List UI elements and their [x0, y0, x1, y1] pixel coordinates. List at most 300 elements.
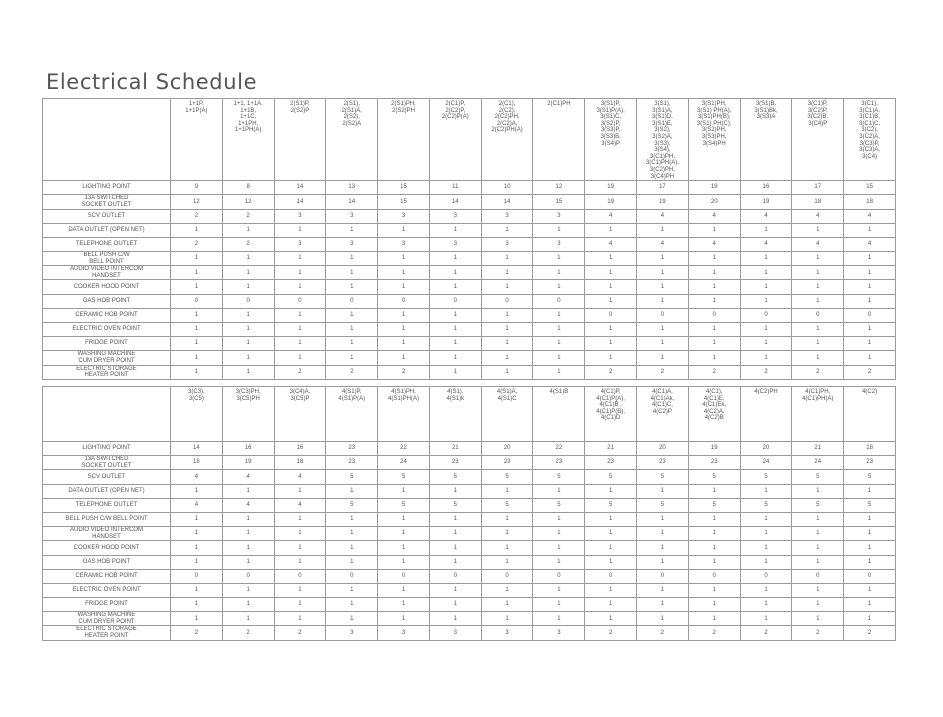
table-cell: 1 [429, 612, 481, 626]
table-cell: 2 [274, 365, 326, 379]
row-label: 13A SWITCHED SOCKET OUTLET [43, 195, 171, 209]
table-row [43, 266, 896, 280]
row-label: DATA OUTLET (OPEN NET) [43, 484, 171, 498]
table-cell: 10 [481, 181, 533, 195]
column-header: 3(C3)PH, 3(C5)PH [222, 387, 274, 442]
table-cell: 1 [274, 555, 326, 569]
table-row [43, 351, 896, 365]
table-cell: 1 [378, 527, 430, 541]
table-cell: 5 [688, 498, 740, 512]
table-cell: 1 [844, 280, 896, 294]
table-cell: 1 [326, 555, 378, 569]
table-cell: 1 [429, 308, 481, 322]
table-cell: 4 [637, 237, 689, 251]
column-header: 3(S1)PH, 3(S1) PH(A), 3(S1)PH(B), 3(S1) PH(C), 3(S2)PH, 3(S3)PH, 3(S4)PH [688, 99, 740, 181]
table-cell: 1 [481, 365, 533, 379]
table-cell: 1 [274, 612, 326, 626]
column-header: 4(S1)PH, 4(S1)PH(A) [378, 387, 430, 442]
table-cell: 5 [637, 498, 689, 512]
table-cell: 21 [585, 442, 637, 456]
table-cell: 1 [740, 512, 792, 526]
table-cell: 21 [792, 442, 844, 456]
table-cell: 1 [274, 527, 326, 541]
table-cell: 2 [792, 626, 844, 640]
row-label: COOKER HOOD POINT [43, 541, 171, 555]
table-cell: 1 [533, 351, 585, 365]
row-label: COOKER HOOD POINT [43, 280, 171, 294]
table-cell: 1 [792, 337, 844, 351]
table-cell: 1 [637, 323, 689, 337]
table-cell: 0 [429, 294, 481, 308]
table-cell: 1 [429, 527, 481, 541]
table-cell: 4 [792, 237, 844, 251]
table-cell: 1 [740, 337, 792, 351]
table-cell: 2 [688, 365, 740, 379]
table-cell: 5 [740, 470, 792, 484]
table-cell: 1 [429, 555, 481, 569]
table-cell: 22 [533, 442, 585, 456]
table-cell: 0 [740, 308, 792, 322]
table-cell: 1 [844, 484, 896, 498]
table-cell: 1 [637, 337, 689, 351]
table-cell: 1 [481, 555, 533, 569]
table-cell: 1 [637, 252, 689, 266]
table-cell: 1 [585, 351, 637, 365]
table-cell: 1 [688, 583, 740, 597]
row-label: ELECTRIC OVEN POINT [43, 583, 171, 597]
table-cell: 14 [429, 195, 481, 209]
table-cell: 1 [326, 252, 378, 266]
table-cell: 1 [429, 512, 481, 526]
table-cell: 14 [481, 195, 533, 209]
table-cell: 0 [844, 569, 896, 583]
row-label: LIGHTING POINT [43, 442, 171, 456]
table-row [43, 195, 896, 209]
table-cell: 1 [844, 337, 896, 351]
table-cell: 2 [222, 237, 274, 251]
table-cell: 18 [274, 456, 326, 470]
table-cell: 1 [792, 294, 844, 308]
table-cell: 0 [637, 569, 689, 583]
table-cell: 0 [481, 569, 533, 583]
column-header: 4(C2)PH [740, 387, 792, 442]
table-cell: 4 [740, 237, 792, 251]
table-cell: 1 [844, 555, 896, 569]
table-cell: 3 [481, 626, 533, 640]
table-row [43, 512, 896, 526]
table-cell: 1 [222, 351, 274, 365]
table-cell: 5 [533, 470, 585, 484]
table-cell: 1 [688, 223, 740, 237]
table-cell: 4 [740, 209, 792, 223]
table-cell: 1 [844, 323, 896, 337]
table-cell: 1 [429, 484, 481, 498]
table-cell: 2 [585, 626, 637, 640]
table-cell: 1 [792, 598, 844, 612]
table-cell: 1 [844, 527, 896, 541]
table-cell: 3 [378, 626, 430, 640]
column-header: 2(S1)P, 2(S2)P [274, 99, 326, 181]
column-header: 3(S1)B, 3(S1)Bk, 3(S3)A [740, 99, 792, 181]
table-cell: 1 [585, 527, 637, 541]
table-row [43, 223, 896, 237]
table-cell: 2 [844, 365, 896, 379]
table-cell: 1 [222, 527, 274, 541]
table-cell: 2 [740, 626, 792, 640]
row-label: ELECTRIC OVEN POINT [43, 323, 171, 337]
column-header: 4(C1)PH, 4(C1)PH(A) [792, 387, 844, 442]
table-cell: 1 [274, 323, 326, 337]
table-cell: 1 [844, 612, 896, 626]
table-cell: 24 [792, 456, 844, 470]
table-cell: 1 [171, 512, 223, 526]
table-cell: 4 [222, 470, 274, 484]
table-cell: 1 [740, 541, 792, 555]
table-cell: 0 [844, 308, 896, 322]
table-cell: 1 [533, 223, 585, 237]
table-cell: 5 [481, 470, 533, 484]
table-cell: 0 [326, 569, 378, 583]
table-cell: 1 [274, 223, 326, 237]
table-cell: 2 [740, 365, 792, 379]
table-cell: 1 [844, 541, 896, 555]
table-cell: 19 [688, 181, 740, 195]
table-cell: 1 [637, 541, 689, 555]
table-cell: 1 [481, 351, 533, 365]
table-cell: 5 [585, 498, 637, 512]
table-cell: 0 [274, 569, 326, 583]
column-header: 2(C1)PH [533, 99, 585, 181]
table-cell: 0 [792, 308, 844, 322]
table-cell: 1 [171, 223, 223, 237]
table-cell: 1 [326, 583, 378, 597]
table-cell: 1 [844, 351, 896, 365]
table-cell: 1 [481, 598, 533, 612]
table-cell: 0 [533, 569, 585, 583]
table-cell: 1 [585, 266, 637, 280]
table-cell: 1 [378, 223, 430, 237]
table-cell: 1 [326, 541, 378, 555]
table-cell: 0 [378, 294, 430, 308]
table-cell: 1 [533, 484, 585, 498]
table-cell: 17 [637, 181, 689, 195]
table-cell: 2 [844, 626, 896, 640]
table-cell: 1 [637, 598, 689, 612]
table-cell: 1 [637, 527, 689, 541]
table-row [43, 237, 896, 251]
table-cell: 1 [222, 555, 274, 569]
table-cell: 1 [585, 598, 637, 612]
column-header: 3(C1)P, 3(C2)P, 3(C2)B, 3(C4)P [792, 99, 844, 181]
table-cell: 23 [688, 456, 740, 470]
table-cell: 20 [688, 195, 740, 209]
table-cell: 20 [481, 442, 533, 456]
table-cell: 16 [222, 442, 274, 456]
column-header: 4(C1)A, 4(C1)Ak, 4(C1)C, 4(C2)P [637, 387, 689, 442]
schedule-table-1 [42, 98, 896, 380]
table-cell: 3 [274, 237, 326, 251]
table-cell: 2 [378, 365, 430, 379]
table-cell: 1 [740, 252, 792, 266]
table-row [43, 583, 896, 597]
table-cell: 1 [688, 351, 740, 365]
column-header: 2(C1), 2(C2), 2(C2)PH, 2(C2)A, 2(C2)PH(A) [481, 99, 533, 181]
table-cell: 1 [533, 527, 585, 541]
table-cell: 1 [792, 484, 844, 498]
table-cell: 2 [688, 626, 740, 640]
table-cell: 18 [844, 195, 896, 209]
table-cell: 1 [688, 612, 740, 626]
table-cell: 1 [637, 294, 689, 308]
table-cell: 1 [171, 583, 223, 597]
table-cell: 4 [171, 498, 223, 512]
table-cell: 1 [792, 612, 844, 626]
table-cell: 3 [429, 209, 481, 223]
table-cell: 1 [637, 484, 689, 498]
table-cell: 3 [533, 237, 585, 251]
table-row [43, 555, 896, 569]
table-cell: 1 [585, 294, 637, 308]
table-cell: 1 [171, 337, 223, 351]
table-cell: 1 [429, 541, 481, 555]
table-cell: 2 [171, 209, 223, 223]
table-cell: 1 [481, 323, 533, 337]
table-cell: 1 [222, 337, 274, 351]
table-cell: 1 [222, 583, 274, 597]
table-cell: 1 [171, 266, 223, 280]
table-cell: 9 [171, 181, 223, 195]
table-cell: 5 [637, 470, 689, 484]
table-cell: 1 [378, 484, 430, 498]
row-label: GAS HOB POINT [43, 555, 171, 569]
table-cell: 1 [688, 484, 740, 498]
table-row [43, 209, 896, 223]
table-cell: 14 [274, 181, 326, 195]
table-cell: 4 [585, 237, 637, 251]
table-cell: 1 [274, 583, 326, 597]
table-cell: 1 [429, 351, 481, 365]
table-row [43, 598, 896, 612]
table-cell: 1 [378, 308, 430, 322]
table-cell: 1 [688, 266, 740, 280]
table-cell: 1 [274, 308, 326, 322]
table-cell: 15 [533, 195, 585, 209]
table-row [43, 541, 896, 555]
table-cell: 15 [378, 181, 430, 195]
table-cell: 5 [844, 470, 896, 484]
table-cell: 19 [688, 442, 740, 456]
table-cell: 1 [481, 337, 533, 351]
table-cell: 4 [637, 209, 689, 223]
table-cell: 1 [274, 337, 326, 351]
table-cell: 1 [792, 252, 844, 266]
table-cell: 1 [222, 266, 274, 280]
table-cell: 1 [688, 512, 740, 526]
table-cell: 1 [326, 598, 378, 612]
table-cell: 4 [844, 237, 896, 251]
table-cell: 17 [792, 181, 844, 195]
table-cell: 1 [378, 266, 430, 280]
table-cell: 3 [481, 209, 533, 223]
table-row [43, 498, 896, 512]
table-cell: 3 [378, 237, 430, 251]
column-header: 2(S1)PH, 2(S2)PH [378, 99, 430, 181]
table-cell: 1 [378, 583, 430, 597]
table-cell: 1 [844, 294, 896, 308]
table-cell: 1 [688, 280, 740, 294]
table-cell: 1 [688, 527, 740, 541]
page-title: Electrical Schedule [46, 70, 258, 94]
table-cell: 1 [792, 323, 844, 337]
table-cell: 24 [740, 456, 792, 470]
table-cell: 0 [378, 569, 430, 583]
table-cell: 1 [481, 541, 533, 555]
table-cell: 1 [429, 223, 481, 237]
table-cell: 1 [585, 541, 637, 555]
table-cell: 16 [274, 442, 326, 456]
table-cell: 1 [429, 365, 481, 379]
column-header: 4(C1)P, 4(C1)P(A), 4(C1)B , 4(C1)P(B), 4(C1)D [585, 387, 637, 442]
table-cell: 5 [792, 470, 844, 484]
column-header: 3(C3), 3(C5) [171, 387, 223, 442]
table-cell: 2 [585, 365, 637, 379]
table-cell: 1 [585, 512, 637, 526]
table-cell: 1 [637, 555, 689, 569]
table-cell: 18 [171, 456, 223, 470]
table-cell: 1 [688, 555, 740, 569]
row-label: BELL PUSH C/W BELL POINT [43, 252, 171, 266]
table-cell: 1 [637, 280, 689, 294]
table-cell: 4 [585, 209, 637, 223]
table-cell: 1 [481, 223, 533, 237]
table-cell: 2 [222, 209, 274, 223]
table-cell: 1 [740, 223, 792, 237]
table-row [43, 527, 896, 541]
table-cell: 1 [274, 541, 326, 555]
table-cell: 0 [533, 294, 585, 308]
row-label: GAS HOB POINT [43, 294, 171, 308]
table-row [43, 323, 896, 337]
table-cell: 1 [740, 555, 792, 569]
table-cell: 1 [326, 512, 378, 526]
table-cell: 0 [585, 308, 637, 322]
table-cell: 4 [222, 498, 274, 512]
table-cell: 1 [171, 541, 223, 555]
row-label: AUDIO VIDEO INTERCOM HANDSET [43, 527, 171, 541]
table-cell: 1 [429, 337, 481, 351]
table-cell: 3 [481, 237, 533, 251]
table-cell: 1 [792, 223, 844, 237]
table-cell: 3 [429, 237, 481, 251]
column-header: 4(C2) [844, 387, 896, 442]
row-label: AUDIO VIDEO INTERCOM HANDSET [43, 266, 171, 280]
table-row [43, 294, 896, 308]
table-cell: 5 [429, 470, 481, 484]
row-label: FRIDGE POINT [43, 337, 171, 351]
table-cell: 3 [378, 209, 430, 223]
table-cell: 1 [222, 365, 274, 379]
table-cell: 5 [688, 470, 740, 484]
table-cell: 23 [585, 456, 637, 470]
table-cell: 1 [171, 555, 223, 569]
table-cell: 23 [844, 456, 896, 470]
row-label: CERAMIC HOB POINT [43, 308, 171, 322]
table-cell: 0 [688, 569, 740, 583]
table-cell: 1 [378, 612, 430, 626]
row-label: 13A SWITCHED SOCKET OUTLET [43, 456, 171, 470]
row-label: SCV OUTLET [43, 209, 171, 223]
table-row [43, 365, 896, 379]
table-cell: 5 [326, 498, 378, 512]
column-header: 2(C1)P, 2(C2)P, 2(C2)P(A) [429, 99, 481, 181]
table-cell: 3 [533, 626, 585, 640]
table-cell: 18 [792, 195, 844, 209]
table-cell: 1 [688, 337, 740, 351]
table-cell: 1 [171, 252, 223, 266]
column-header: 1+1P, 1+1P(A) [171, 99, 223, 181]
table-cell: 1 [378, 280, 430, 294]
table-cell: 1 [740, 612, 792, 626]
table-cell: 1 [171, 527, 223, 541]
table-cell: 3 [326, 237, 378, 251]
table-cell: 1 [171, 323, 223, 337]
table-cell: 15 [378, 195, 430, 209]
column-header: 1+1, 1+1A, 1+1B, 1+1C, 1+1PH, 1+1PH(A) [222, 99, 274, 181]
table-cell: 1 [222, 598, 274, 612]
table-cell: 4 [688, 209, 740, 223]
column-header: 3(C1), 3(C1)A, 3(C1)B, 3(C1)C, 3(C2), 3(C2)A, 3(C3)P, 3(C3)A, 3(C4) [844, 99, 896, 181]
table-cell: 0 [171, 569, 223, 583]
table-cell: 1 [171, 612, 223, 626]
table-cell: 1 [585, 484, 637, 498]
table-cell: 23 [326, 456, 378, 470]
table-cell: 23 [429, 456, 481, 470]
table-cell: 1 [481, 266, 533, 280]
table-cell: 1 [792, 280, 844, 294]
table-row [43, 484, 896, 498]
table-cell: 1 [792, 512, 844, 526]
table-cell: 4 [274, 498, 326, 512]
row-label: CERAMIC HOB POINT [43, 569, 171, 583]
header-row [43, 99, 896, 181]
corner-cell [43, 387, 171, 442]
table-cell: 1 [740, 294, 792, 308]
row-label: WASHING MACHINE CUM DRYER POINT [43, 351, 171, 365]
table-cell: 1 [585, 337, 637, 351]
table-cell: 3 [274, 209, 326, 223]
table-cell: 1 [533, 308, 585, 322]
table-cell: 19 [740, 195, 792, 209]
table-cell: 1 [171, 598, 223, 612]
table-cell: 1 [688, 294, 740, 308]
table-cell: 1 [222, 223, 274, 237]
table-cell: 1 [326, 323, 378, 337]
table-cell: 0 [740, 569, 792, 583]
table-row [43, 308, 896, 322]
table-cell: 1 [326, 223, 378, 237]
table-cell: 1 [585, 252, 637, 266]
table-cell: 12 [533, 181, 585, 195]
table-cell: 4 [844, 209, 896, 223]
table-cell: 1 [585, 223, 637, 237]
table-cell: 1 [533, 365, 585, 379]
table-cell: 1 [533, 252, 585, 266]
table-cell: 0 [274, 294, 326, 308]
table-cell: 2 [171, 237, 223, 251]
table-cell: 23 [533, 456, 585, 470]
row-label: LIGHTING POINT [43, 181, 171, 195]
table-cell: 1 [481, 252, 533, 266]
